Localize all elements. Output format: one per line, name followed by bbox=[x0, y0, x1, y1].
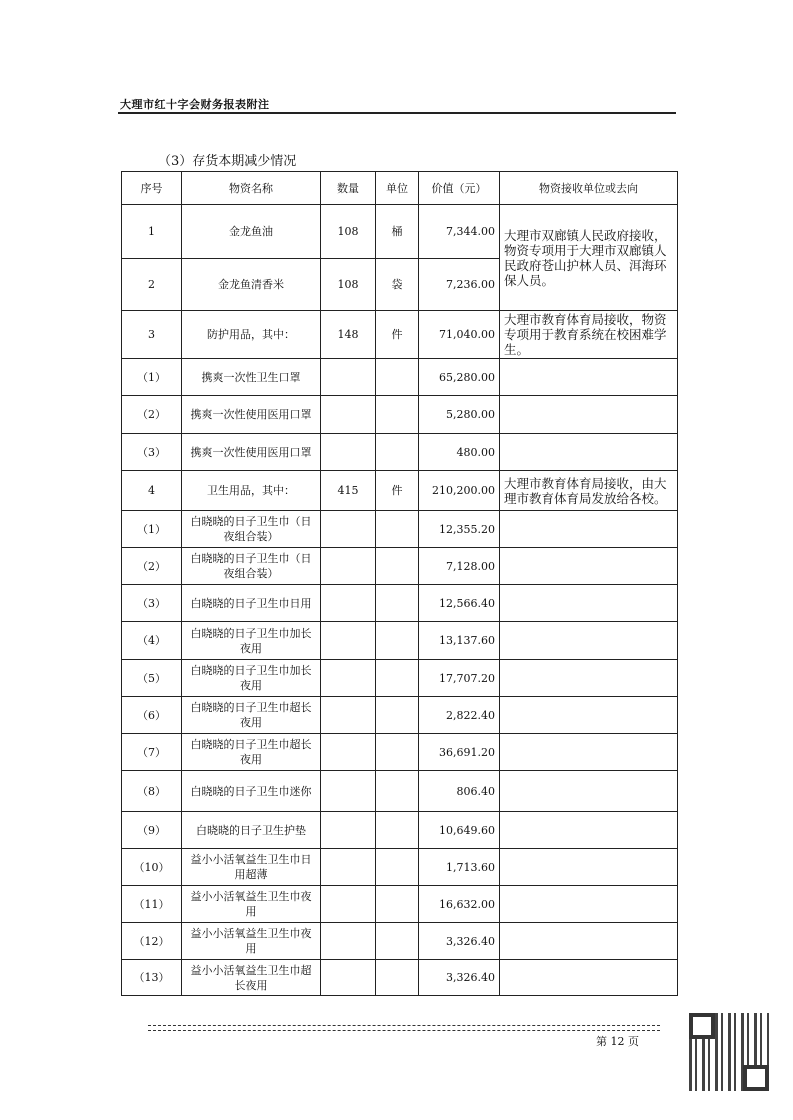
row-destination-empty bbox=[500, 434, 678, 471]
row-unit: 件 bbox=[376, 311, 419, 359]
table-row bbox=[122, 660, 678, 697]
row-value: 3,326.40 bbox=[419, 960, 500, 996]
row-unit bbox=[376, 886, 419, 923]
table-row bbox=[122, 359, 678, 396]
row-destination-empty bbox=[500, 886, 678, 923]
row-no: （10） bbox=[122, 849, 182, 886]
row-name: 携爽一次性卫生口罩 bbox=[182, 359, 321, 396]
row-name: 白晓晓的日子卫生巾加长夜用 bbox=[182, 660, 321, 697]
row-qty bbox=[321, 660, 376, 697]
row-qty bbox=[321, 771, 376, 812]
row-no: （13） bbox=[122, 960, 182, 996]
footer-divider bbox=[148, 1030, 660, 1031]
row-value: 17,707.20 bbox=[419, 660, 500, 697]
row-value: 10,649.60 bbox=[419, 812, 500, 849]
row-value: 210,200.00 bbox=[419, 471, 500, 511]
row-destination-empty bbox=[500, 622, 678, 660]
row-destination-empty bbox=[500, 359, 678, 396]
report-header-title: 大理市红十字会财务报表附注 bbox=[120, 98, 270, 111]
row-destination-empty bbox=[500, 697, 678, 734]
row-name: 白晓晓的日子卫生巾日用 bbox=[182, 585, 321, 622]
row-destination-empty bbox=[500, 812, 678, 849]
row-no: （11） bbox=[122, 886, 182, 923]
table-row bbox=[122, 697, 678, 734]
row-name: 白晓晓的日子卫生巾超长夜用 bbox=[182, 734, 321, 771]
row-unit: 袋 bbox=[376, 259, 419, 311]
table-row bbox=[122, 511, 678, 548]
row-value: 12,566.40 bbox=[419, 585, 500, 622]
row-qty bbox=[321, 849, 376, 886]
row-no: （8） bbox=[122, 771, 182, 812]
row-unit bbox=[376, 585, 419, 622]
row-unit bbox=[376, 548, 419, 585]
header-qty: 数量 bbox=[321, 172, 376, 205]
row-qty bbox=[321, 585, 376, 622]
header-name: 物资名称 bbox=[182, 172, 321, 205]
row-qty: 415 bbox=[321, 471, 376, 511]
row-qty bbox=[321, 511, 376, 548]
row-unit bbox=[376, 812, 419, 849]
table-row bbox=[122, 396, 678, 434]
row-destination: 大理市双廊镇人民政府接收，物资专项用于大理市双廊镇人民政府苍山护林人员、洱海环保人员。 bbox=[500, 205, 678, 311]
page-number: 第 12 页 bbox=[596, 1035, 639, 1048]
section-title: （3）存货本期减少情况 bbox=[158, 154, 297, 169]
row-unit bbox=[376, 622, 419, 660]
row-value: 7,128.00 bbox=[419, 548, 500, 585]
row-name: 防护用品，其中： bbox=[182, 311, 321, 359]
row-qty bbox=[321, 434, 376, 471]
row-value: 16,632.00 bbox=[419, 886, 500, 923]
row-destination-empty bbox=[500, 849, 678, 886]
row-no: 3 bbox=[122, 311, 182, 359]
row-name: 益小小活氧益生卫生巾夜用 bbox=[182, 886, 321, 923]
row-no: （5） bbox=[122, 660, 182, 697]
table-row bbox=[122, 471, 678, 511]
row-no: （12） bbox=[122, 923, 182, 960]
row-unit bbox=[376, 923, 419, 960]
header-unit: 单位 bbox=[376, 172, 419, 205]
row-value: 806.40 bbox=[419, 771, 500, 812]
header-value: 价值（元） bbox=[419, 172, 500, 205]
table-row bbox=[122, 434, 678, 471]
row-value: 3,326.40 bbox=[419, 923, 500, 960]
table-row bbox=[122, 585, 678, 622]
row-name: 白晓晓的日子卫生护垫 bbox=[182, 812, 321, 849]
table-row bbox=[122, 548, 678, 585]
row-value: 480.00 bbox=[419, 434, 500, 471]
row-name: 益小小活氧益生卫生巾夜用 bbox=[182, 923, 321, 960]
row-qty bbox=[321, 622, 376, 660]
row-qty: 108 bbox=[321, 259, 376, 311]
row-name: 携爽一次性使用医用口罩 bbox=[182, 396, 321, 434]
row-destination: 大理市教育体育局接收，物资专项用于教育系统在校困难学生。 bbox=[500, 311, 678, 359]
table-row bbox=[122, 311, 678, 359]
row-qty bbox=[321, 960, 376, 996]
row-qty bbox=[321, 359, 376, 396]
row-qty: 108 bbox=[321, 205, 376, 259]
row-destination-empty bbox=[500, 660, 678, 697]
row-qty bbox=[321, 886, 376, 923]
row-destination-empty bbox=[500, 923, 678, 960]
row-qty bbox=[321, 734, 376, 771]
row-value: 12,355.20 bbox=[419, 511, 500, 548]
row-name: 白晓晓的日子卫生巾迷你 bbox=[182, 771, 321, 812]
row-no: （1） bbox=[122, 359, 182, 396]
row-value: 5,280.00 bbox=[419, 396, 500, 434]
table-row bbox=[122, 923, 678, 960]
table-row bbox=[122, 886, 678, 923]
row-no: （3） bbox=[122, 434, 182, 471]
row-no: （7） bbox=[122, 734, 182, 771]
row-name: 白晓晓的日子卫生巾超长夜用 bbox=[182, 697, 321, 734]
row-unit bbox=[376, 660, 419, 697]
row-unit: 件 bbox=[376, 471, 419, 511]
row-name: 白晓晓的日子卫生巾（日夜组合装） bbox=[182, 548, 321, 585]
qr-code-icon bbox=[689, 1013, 769, 1091]
row-name: 卫生用品，其中： bbox=[182, 471, 321, 511]
row-no: （9） bbox=[122, 812, 182, 849]
row-destination-empty bbox=[500, 960, 678, 996]
row-destination-empty bbox=[500, 771, 678, 812]
row-qty bbox=[321, 812, 376, 849]
row-destination-empty bbox=[500, 548, 678, 585]
row-qty bbox=[321, 697, 376, 734]
row-unit bbox=[376, 396, 419, 434]
table-row bbox=[122, 960, 678, 996]
row-qty bbox=[321, 923, 376, 960]
table-row bbox=[122, 849, 678, 886]
row-destination-empty bbox=[500, 511, 678, 548]
row-unit bbox=[376, 849, 419, 886]
row-name: 金龙鱼油 bbox=[182, 205, 321, 259]
row-name: 益小小活氧益生卫生巾日用超薄 bbox=[182, 849, 321, 886]
header-divider bbox=[118, 112, 676, 114]
row-no: （2） bbox=[122, 396, 182, 434]
table-row bbox=[122, 812, 678, 849]
row-unit bbox=[376, 771, 419, 812]
table-row bbox=[122, 205, 678, 259]
row-name: 携爽一次性使用医用口罩 bbox=[182, 434, 321, 471]
header-destination: 物资接收单位或去向 bbox=[500, 172, 678, 205]
row-no: 4 bbox=[122, 471, 182, 511]
row-no: （3） bbox=[122, 585, 182, 622]
row-name: 益小小活氧益生卫生巾超长夜用 bbox=[182, 960, 321, 996]
row-no: （6） bbox=[122, 697, 182, 734]
row-unit bbox=[376, 359, 419, 396]
row-unit: 桶 bbox=[376, 205, 419, 259]
footer-divider bbox=[148, 1025, 660, 1026]
table-header-row bbox=[122, 172, 678, 205]
row-name: 白晓晓的日子卫生巾加长夜用 bbox=[182, 622, 321, 660]
row-value: 7,236.00 bbox=[419, 259, 500, 311]
row-no: （2） bbox=[122, 548, 182, 585]
row-destination: 大理市教育体育局接收，由大理市教育体育局发放给各校。 bbox=[500, 471, 678, 511]
inventory-decrease-table bbox=[121, 171, 678, 996]
row-value: 13,137.60 bbox=[419, 622, 500, 660]
row-unit bbox=[376, 697, 419, 734]
table-row bbox=[122, 771, 678, 812]
row-unit bbox=[376, 960, 419, 996]
row-no: 1 bbox=[122, 205, 182, 259]
row-value: 2,822.40 bbox=[419, 697, 500, 734]
row-qty bbox=[321, 548, 376, 585]
table-row bbox=[122, 734, 678, 771]
header-no: 序号 bbox=[122, 172, 182, 205]
row-value: 36,691.20 bbox=[419, 734, 500, 771]
row-no: （1） bbox=[122, 511, 182, 548]
row-destination-empty bbox=[500, 734, 678, 771]
row-value: 71,040.00 bbox=[419, 311, 500, 359]
row-unit bbox=[376, 734, 419, 771]
row-value: 1,713.60 bbox=[419, 849, 500, 886]
row-no: （4） bbox=[122, 622, 182, 660]
row-value: 65,280.00 bbox=[419, 359, 500, 396]
row-value: 7,344.00 bbox=[419, 205, 500, 259]
row-no: 2 bbox=[122, 259, 182, 311]
row-name: 金龙鱼清香米 bbox=[182, 259, 321, 311]
row-destination-empty bbox=[500, 585, 678, 622]
row-name: 白晓晓的日子卫生巾（日夜组合装） bbox=[182, 511, 321, 548]
table-row bbox=[122, 622, 678, 660]
row-unit bbox=[376, 511, 419, 548]
row-qty bbox=[321, 396, 376, 434]
row-unit bbox=[376, 434, 419, 471]
row-qty: 148 bbox=[321, 311, 376, 359]
row-destination-empty bbox=[500, 396, 678, 434]
